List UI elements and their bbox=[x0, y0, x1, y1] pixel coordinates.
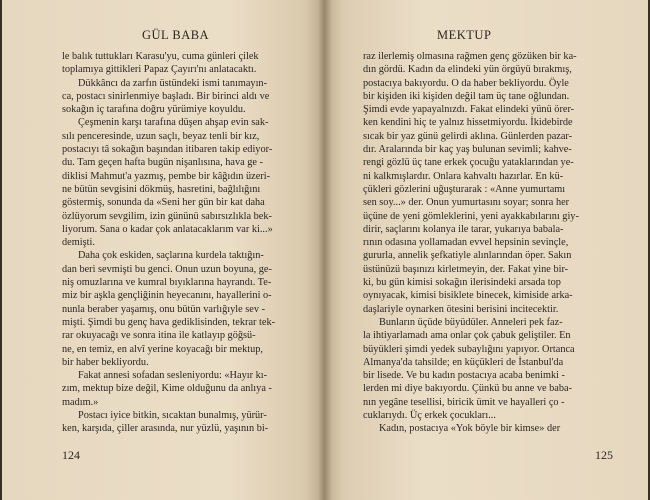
text-line: miz bir aşkla gençliğinin heyecanını, hayallerini o- bbox=[62, 290, 272, 302]
text-line: bir haber bekliyordu. bbox=[62, 356, 149, 368]
text-line: sen soy...» der. Onun yumurtasını soyar; sonra her bbox=[363, 197, 570, 209]
text-line: Dükkâncı da zarfın üstündeki ismi tanımayın- bbox=[78, 77, 268, 89]
text-line: sokağın iç tarafına doğru yürümiye koyuldu. bbox=[62, 104, 246, 116]
text-line: Almanya'da tahsilde; en küçükleri de İstanbul'da bbox=[363, 356, 564, 368]
text-line: ki, bu gün kimisi sokağın ilerisindeki arsada top bbox=[363, 277, 561, 289]
text-line: Çeşmenin karşı tarafına düşen ahşap evin sak- bbox=[78, 117, 269, 129]
text-line: diklisi Mahmut'a yazmış, pembe bir kâğıdın üzeri- bbox=[62, 170, 271, 182]
text-line: daşlariyle oynarken ötesini berisini incitecektir. bbox=[363, 303, 559, 315]
text-line: bir kişiden iki kişiden değil tam üç tane oğlundan. bbox=[363, 90, 570, 102]
text-line: dan beri sevmişti bu genci. Onun uzun boyuna, ge- bbox=[62, 263, 272, 275]
text-line: sılı penceresinde, uzun saçlı, beyaz tenli bir kız, bbox=[62, 130, 260, 142]
page-number-left: 124 bbox=[62, 448, 80, 462]
text-line: rının odasına yollamadan evvel hepsinin sevinçle, bbox=[363, 237, 569, 249]
text-line: göstermiş, sonunda da «Seni her gün bir kat daha bbox=[62, 197, 265, 209]
text-line: toplamıya gittikleri Papaz Çayırı'nı anlatacaktı. bbox=[62, 64, 257, 76]
text-line: Bunların üçüde büyüdüler. Anneleri pek faz- bbox=[379, 316, 563, 328]
text-line: sıcak bir yaz günü gelirdi aklına. Günlerden pazar- bbox=[363, 130, 573, 142]
text-line: du. Tam geçen hafta bugün nişanlısına, hava ge - bbox=[62, 157, 263, 169]
text-line: Fakat annesi sofadan sesleniyordu: «Hayır kı- bbox=[78, 370, 268, 382]
text-line: ne bütün sevgisini dökmüş, hasretini, bağlılığını bbox=[62, 183, 261, 195]
text-line: postacıyı tâ sokağın başından itibaren takip ediyor- bbox=[62, 144, 273, 156]
text-line: raz ilerlemiş olmasına rağmen genç gözüken bir ka- bbox=[363, 51, 577, 62]
text-line: bir lisede. Ve bu kadın postacıya acaba benimki - bbox=[363, 370, 565, 382]
text-line: dirir, saçlarını kolanya ile tarar, yukarıya babala- bbox=[363, 223, 564, 235]
text-line: mişti. Şimdi bu genç hava gediklisinden, tekrar tek- bbox=[62, 316, 276, 328]
text-line: lerden mi diye bakıyordu. Çünkü bu anne ve baba- bbox=[363, 383, 573, 395]
text-line: Daha çok eskiden, saçlarına kurdela taktığın- bbox=[78, 250, 264, 262]
text-line: liyorum. Sana o kadar çok anlatacaklarım var ki...» bbox=[62, 223, 273, 235]
text-line: niş omuzlarına ve kumral bıyıklarına hayrandı. Te- bbox=[62, 277, 272, 289]
page-number-right: 125 bbox=[595, 448, 613, 462]
text-line: rar okuyacağı ve sonra itina ile katlayıp göğsü- bbox=[62, 330, 256, 342]
text-line: le balık tuttukları Karasu'yu, cuma günleri çilek bbox=[62, 51, 259, 62]
left-page-text bbox=[62, 50, 312, 436]
text-line: cuklarıydı. Üç erkek çocukları... bbox=[363, 410, 496, 422]
right-page-text bbox=[363, 50, 621, 436]
text-line: dın gördü. Kadın da elindeki yün örgüyü bırakmış, bbox=[363, 64, 572, 76]
running-head-left: GÜL BABA bbox=[142, 28, 210, 42]
text-line: nunla beraber yaşamış, onu bütün varlığıyle sev - bbox=[62, 303, 266, 315]
text-line: ken, karşıda, çiller arasında, nur yüzlü, yaşının bi- bbox=[62, 423, 269, 435]
right-page bbox=[325, 0, 650, 500]
text-line: Postacı iyice bitkin, sıcaktan bunalmış, yürür- bbox=[78, 410, 267, 422]
text-line: oynıyacak, kimisi bisiklete binecek, kimiside arka- bbox=[363, 290, 573, 302]
text-line: dır. Aralarında bir kaç yaş bulunan sevimli; kahve- bbox=[363, 144, 572, 156]
text-line: ca, postacı sinirlenmiye başladı. Bir birinci aldı ve bbox=[62, 90, 270, 102]
running-head-right: MEKTUP bbox=[437, 28, 492, 42]
text-line: Kadın, postacıya «Yok böyle bir kimse» der bbox=[379, 423, 561, 435]
text-line: üçüne de yeni gömleklerini, yeni ayakkabılarını giy- bbox=[363, 210, 579, 222]
text-line: üstünüzü başınızı kirletmeyin, der. Fakat yine bir- bbox=[363, 263, 569, 275]
text-line: postacıya bakıyordu. O da haber bekliyordu. Öyle bbox=[363, 77, 569, 89]
text-line: gururla, annelik şefkatiyle alınlarından öper. Sakın bbox=[363, 250, 572, 262]
text-line: nın yegâne tesellisi, biricik ümit ve hayalleri ço - bbox=[363, 396, 565, 408]
text-line: çükleri gözlerini uğuşturarak : «Anne yumurtamı bbox=[363, 183, 566, 195]
text-line: demişti. bbox=[62, 237, 95, 249]
text-line: ne, en temiz, en alvî yerine koyacağı bir mektup, bbox=[62, 343, 264, 355]
text-line: rengi gözlü üç tane erkek çocuğu yataklarından ye- bbox=[363, 157, 574, 169]
text-line: özlüyorum sevgilim, izin gününü sabırsızlıkla bek- bbox=[62, 210, 272, 222]
book-gutter bbox=[318, 0, 332, 500]
text-line: büyükleri şimdi yedek subaylığını yapıyor. Ortanca bbox=[363, 343, 575, 355]
text-line: zım, mektup bize değil, Kime olduğunu da anlıya - bbox=[62, 383, 272, 395]
text-line: ni kalkmışlardır. Onlara kahvaltı hazırlar. En kü- bbox=[363, 170, 564, 182]
text-line: la ihtiyarlamadı ama onlar çok çabuk geliştiler. En bbox=[363, 330, 571, 342]
text-line: madım.» bbox=[62, 396, 99, 408]
text-line: ken kendini hiç te yalnız hissetmiyordu. İkidebirde bbox=[363, 117, 573, 129]
text-line: Şimdi evde yapayalnızdı. Fakat elindeki yünü örer- bbox=[363, 104, 575, 116]
